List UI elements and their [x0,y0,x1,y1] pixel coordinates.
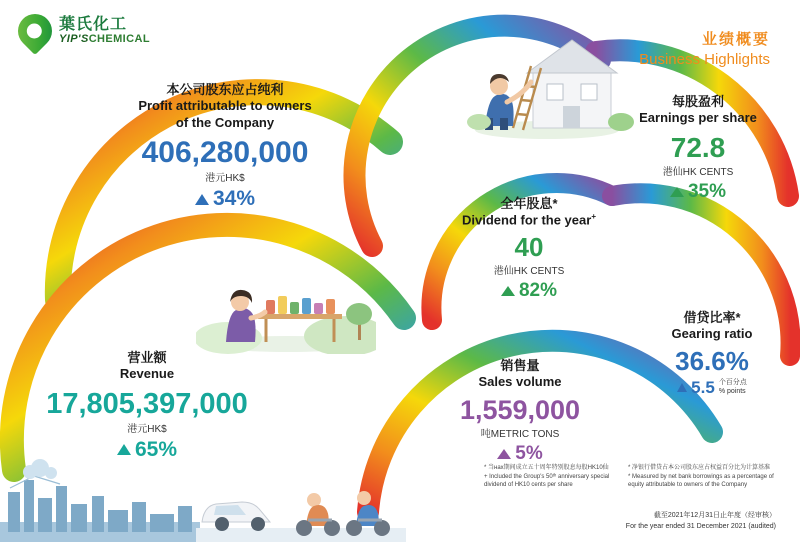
metric-dividend-label-sup: + [591,212,596,222]
metric-dividend-delta [501,280,557,302]
metric-profit-label-en-2: of the Company [175,114,275,130]
metric-eps-delta-value: 35% [687,180,727,202]
triangle-up-icon [195,194,209,205]
metric-profit-label-en-1: Profit attributable to owners [138,98,312,114]
logo-name-en-2: CHEMICAL [88,33,150,46]
metric-sales-volume-value: 1,559,000 [459,394,581,425]
audit-period [626,511,776,532]
metric-sales-volume-label-en: Sales volume [478,374,562,390]
metric-gearing-delta [677,378,747,398]
metric-gearing-delta-value: 5.5 [691,377,715,397]
metric-gearing-delta-unit [719,379,747,396]
metric-dividend-label-en-text: Dividend for the year [462,212,592,228]
metric-dividend-unit: 港仙HK CENTS [493,266,565,278]
triangle-up-icon [677,383,687,392]
metric-dividend [438,196,620,302]
logo-name-en-1: YIP'S [59,33,89,46]
triangle-up-icon [117,444,131,455]
metric-revenue-value: 17,805,397,000 [46,387,248,420]
company-logo [18,14,150,48]
footnote-gearing-cn: * 净银行借贷占本公司股东应占权益百分比为计算基准 [628,464,771,471]
footnote-gearing-en: * Measured by net bank borrowings as a percentage of equity attributable to owners of the Company [628,473,774,489]
metric-eps-label-en: Earnings per share [639,110,757,126]
metric-eps [608,94,788,203]
footnote-dividend [484,464,612,490]
metric-dividend-value: 40 [514,231,544,262]
metric-gearing-delta-unit-en: % points [718,387,746,395]
triangle-up-icon [670,187,684,197]
audit-period-cn: 截至2021年12月31日止年度（经审核） [653,512,776,519]
metric-eps-unit: 港仙HK CENTS [662,166,734,178]
audit-period-en: For the year ended 31 December 2021 (audited) [625,522,776,530]
footnote-dividend-en: + Included the Group's 50ᵗʰ anniversary special dividend of HK10 cents per share [484,473,610,489]
metric-revenue [8,350,286,462]
metric-sales-volume-unit: 吨METRIC TONS [480,428,560,440]
metric-gearing-delta-unit-cn: 个百分点 [718,379,747,387]
metric-revenue-delta-value: 65% [134,437,178,461]
metric-profit-delta [195,187,255,211]
factory-skyline-illustration [0,452,200,542]
triangle-up-icon [497,449,511,459]
footnote-gearing [628,464,778,490]
logo-name-cn: 葉氏化工 [59,15,128,33]
page-title-en: Business Highlights [639,51,770,68]
page-title [639,28,770,68]
footnote-dividend-cn: * 当нах期间成立五十周年特别股息每股HK10仙 [484,464,609,471]
metric-revenue-label-en: Revenue [119,366,175,382]
metric-gearing-label-cn: 借贷比率* [683,310,741,325]
logo-name-en [59,33,150,45]
metric-dividend-delta-value: 82% [518,280,558,302]
metric-gearing [632,310,792,398]
metric-profit-value: 406,280,000 [141,135,309,169]
metric-dividend-label-cn: 全年股息* [500,196,558,211]
metric-eps-delta [670,181,726,203]
droplet-icon [11,7,59,55]
metric-sales-volume-label-cn: 销售量 [500,358,540,373]
metric-gearing-label-en: Gearing ratio [671,326,753,342]
vehicles-illustration [196,470,406,542]
metric-profit-unit: 港元HK$ [205,173,245,185]
metric-gearing-value: 36.6% [675,345,749,376]
metric-profit-label-cn: 本公司股东应占纯利 [166,82,284,97]
metric-sales-volume-delta-value: 5% [515,442,543,464]
metric-eps-label-cn: 每股盈利 [671,94,724,109]
metric-profit-delta-value: 34% [212,187,256,211]
metric-revenue-delta [117,438,177,462]
market-stall-illustration [196,258,376,354]
metric-sales-volume [420,358,620,465]
metric-revenue-unit: 港元HK$ [127,423,167,435]
metric-sales-volume-delta [497,443,542,465]
metric-profit [90,82,360,211]
triangle-up-icon [501,286,515,296]
metric-eps-value: 72.8 [670,131,726,163]
page-title-cn: 业绩概要 [701,31,770,48]
metric-dividend-label-en [438,212,620,229]
metric-revenue-label-cn: 营业额 [127,350,167,365]
